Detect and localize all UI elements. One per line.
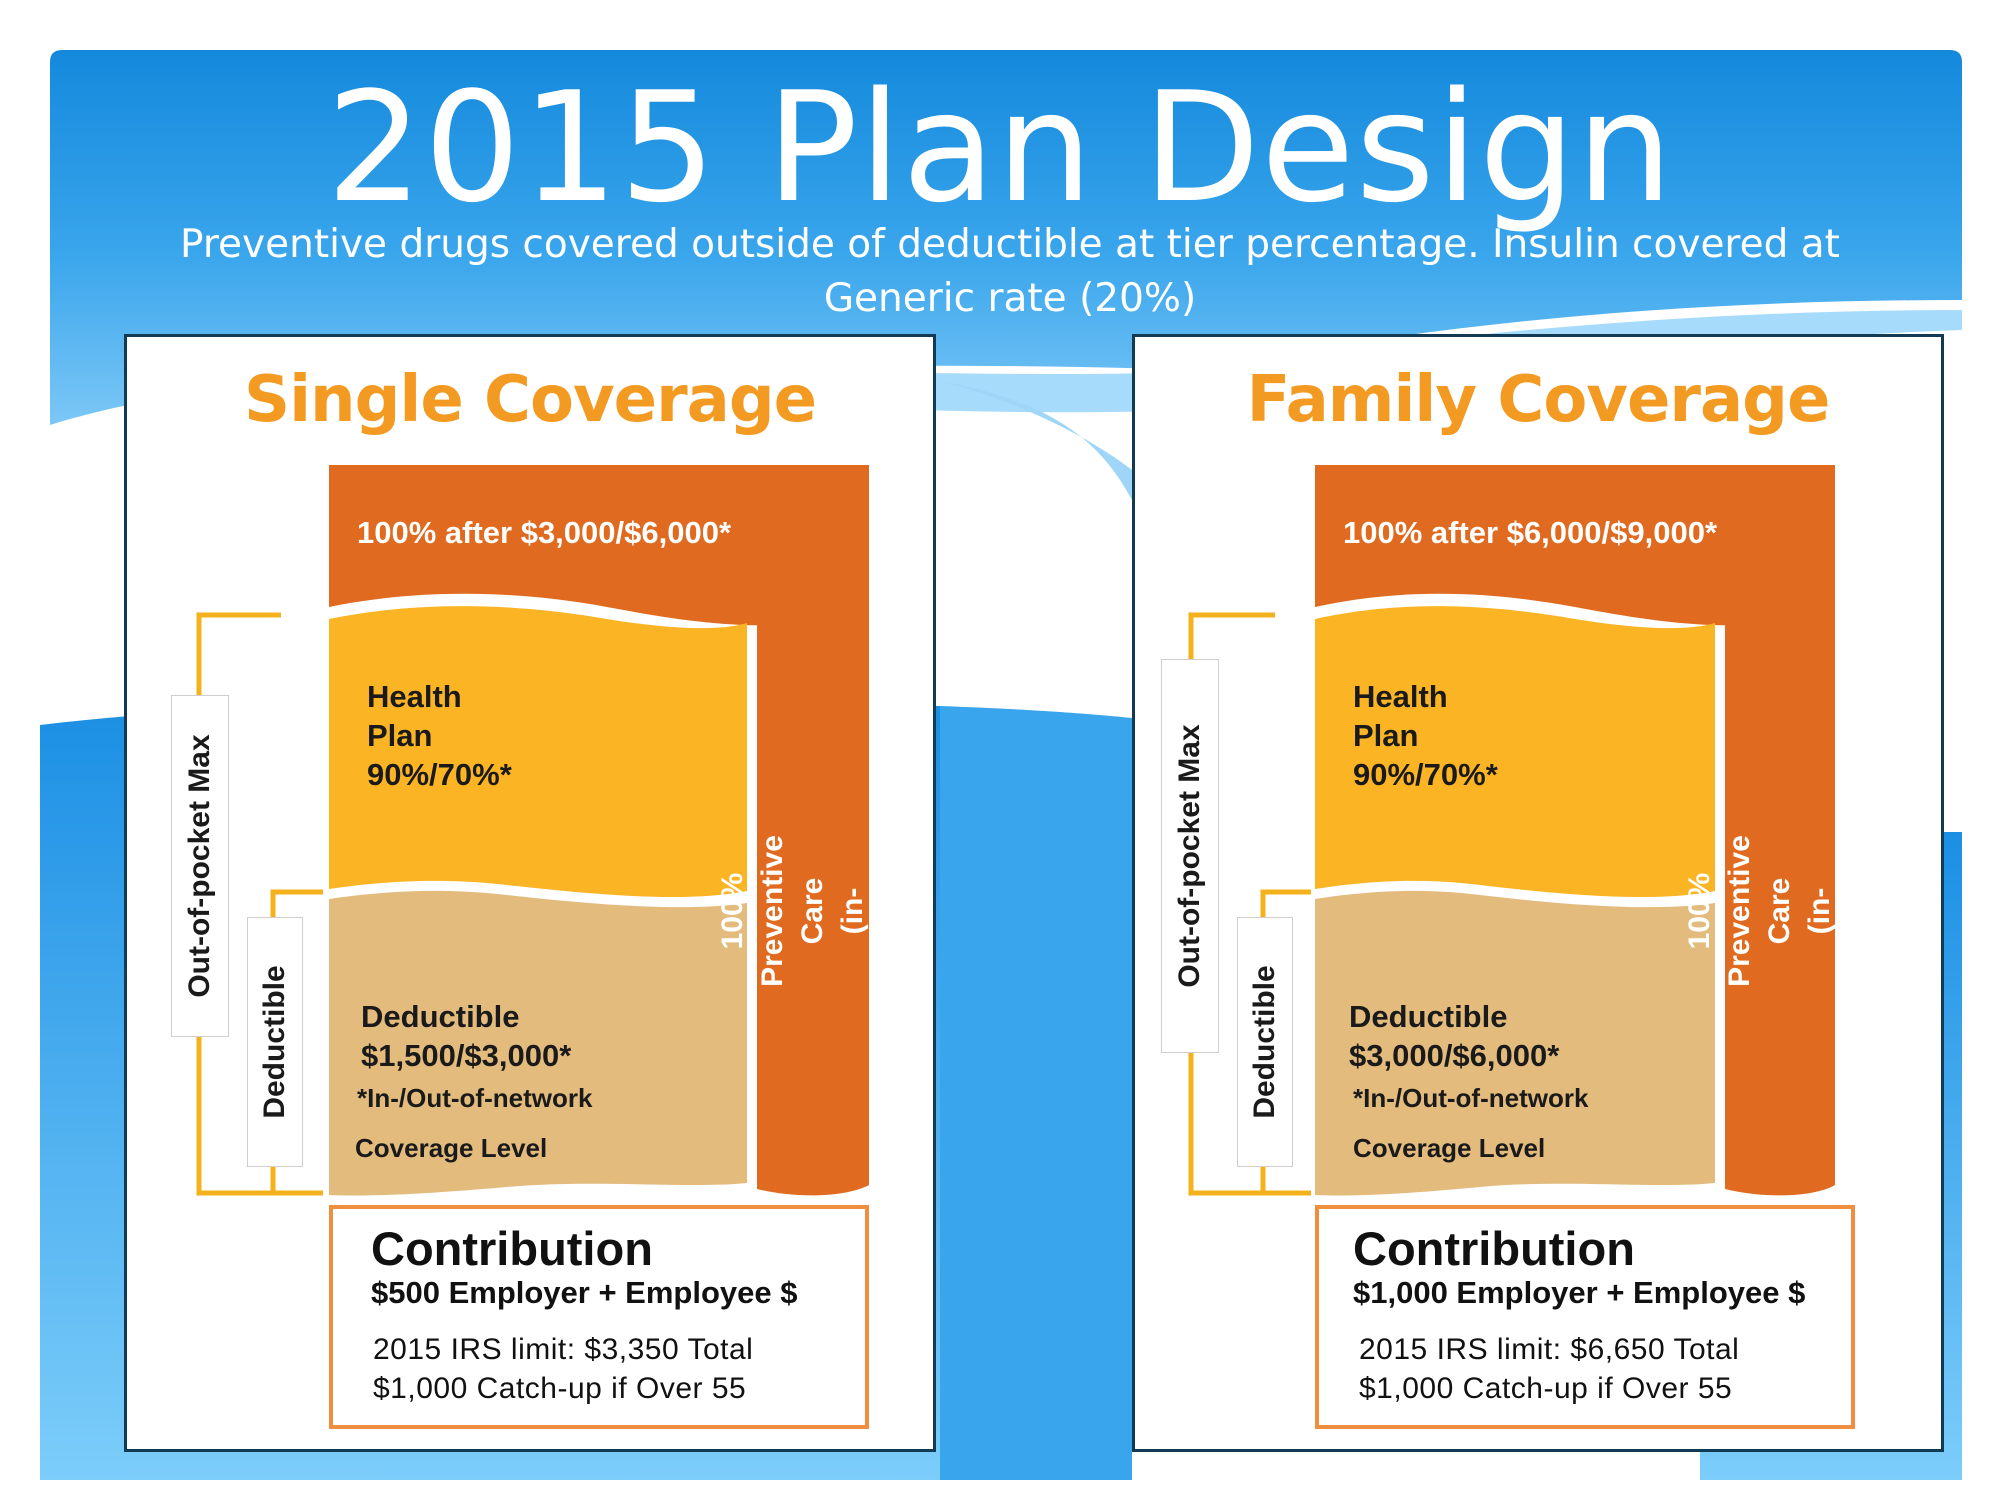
mid-wave [940,706,1132,1480]
contribution-title: Contribution [1353,1222,1635,1275]
coverage-level-label: Coverage Level [1353,1133,1546,1163]
preventive-care-label: 100% Preventive Care (in-network) [1683,835,1876,987]
top-band-label: 100% after $6,000/$9,000* [1343,515,1718,550]
deductible-title: Deductible [361,999,520,1034]
slide-title: 2015 Plan Design [326,59,1674,236]
oop-max-label-box [171,695,229,1037]
single-coverage-title: Single Coverage [243,363,817,437]
deductible-title: Deductible [1349,999,1508,1034]
catch-up-text: $1,000 Catch-up if Over 55 [373,1372,747,1405]
contribution-subtitle: $1,000 Employer + Employee $ [1353,1275,1806,1310]
deductible-side-label: Deductible [1248,965,1281,1119]
oop-max-label: Out-of-pocket Max [1173,724,1206,988]
contribution-subtitle: $500 Employer + Employee $ [371,1275,798,1310]
family-coverage-title: Family Coverage [1246,363,1830,437]
preventive-care-label-box [716,637,909,1185]
irs-limit-text: 2015 IRS limit: $3,350 Total [373,1333,754,1366]
preventive-care-label-box [1683,637,1876,1185]
slide-subtitle: Preventive drugs covered outside of deductible at tier percentage. Insulin covered at Generic rate (20%) [180,222,1840,321]
deductible-side-label-box [247,917,303,1167]
contribution-box [1315,1205,1855,1429]
health-plan-label: Health Plan 90%/70%* [1353,679,1498,792]
family-coverage-panel [1132,334,1944,1452]
preventive-care-label: 100% Preventive Care (in-network) [716,835,909,987]
top-band-label: 100% after $3,000/$6,000* [357,515,732,550]
health-plan-label: Health Plan 90%/70%* [367,679,512,792]
catch-up-text: $1,000 Catch-up if Over 55 [1359,1372,1733,1405]
contribution-box [329,1205,869,1429]
network-note: *In-/Out-of-network [1353,1083,1589,1113]
deductible-side-label-box [1237,917,1293,1167]
deductible-side-label: Deductible [258,965,291,1119]
single-coverage-panel [124,334,936,1452]
deductible-amount: $3,000/$6,000* [1349,1038,1560,1073]
coverage-level-label: Coverage Level [355,1133,548,1163]
irs-limit-text: 2015 IRS limit: $6,650 Total [1359,1333,1740,1366]
contribution-title: Contribution [371,1222,653,1275]
deductible-amount: $1,500/$3,000* [361,1038,572,1073]
network-note: *In-/Out-of-network [357,1083,593,1113]
oop-max-label-box [1161,659,1219,1053]
oop-max-label: Out-of-pocket Max [183,734,216,998]
